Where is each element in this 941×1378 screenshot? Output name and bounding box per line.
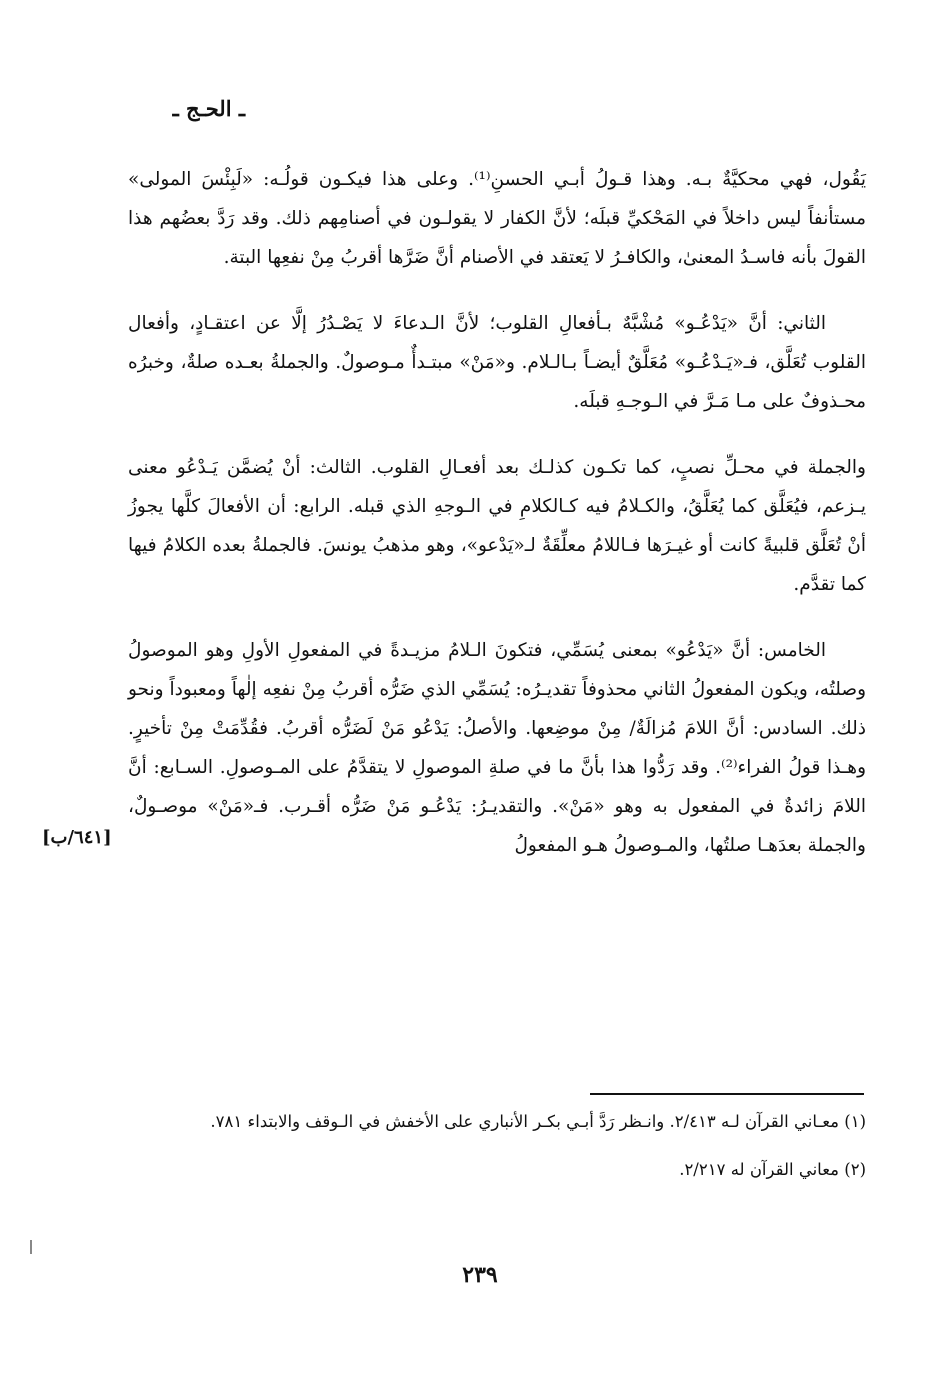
paragraph-3: والجملة في محـلِّ نصبٍ، كما تكـون كذلـك بعد أفعـالِ القلوب. الثالث: أنْ يُضمَّن يَـدْعُو معنى يـزعم، فيُعَلَّق كما يُعَلَّقُ، والكـلامُ فيه كـالكلامِ في الـوجهِ الذي قبله. الرابع: أن الأفعالَ كلَّها يجوزُ أنْ تُعَلَّق قلبيةً كانت أو غيـرَها فـاللامُ معلِّقَةٌ لـ«يَدْعو»، وهو مذهبُ يونسَ. فالجملةُ بعده الكلامُ فيها كما تقدَّم.	[128, 457, 866, 595]
footnotes	[150, 1105, 866, 1201]
manuscript-folio-note: [٦٤١/ب]	[42, 827, 112, 848]
paragraph-2: الثاني: أنَّ «يَدْعُـو» مُشْبَّهٌ بـأفعالِ القلوب؛ لأنَّ الـدعاءَ لا يَصْـدُرُ إلَّا عن اعتقـادٍ، وأفعال القلوب تُعَلَّق، فـ«يَـدْعُـو» مُعَلَّقٌ أيضـاً بـالـلام. و«مَنْ» مبتـدأٌ مـوصولٌ. والجملةُ بعـده صلةٌ، وخبرُه محـذوفٌ على مـا مَـرَّ في الـوجـهِ قبلَه.	[128, 313, 866, 412]
footnote-separator	[590, 1093, 864, 1095]
page-number: ٢٣٩	[462, 1262, 498, 1288]
paragraph-1: يَقُول، فهي محكيَّةٌ بـه. وهذا قـولُ أبـي الحسنِ⁽¹⁾. وعلى هذا فيكـون قولُـه: «لَبِئْسَ المولى» مستأنفاً ليس داخلاً في المَحْكيِّ قبلَه؛ لأنَّ الكفار لا يقولـون في أصنامِهم ذلك. وقد رَدَّ بعضُهم هذا القولَ بأنه فاسـدُ المعنىٰ، والكافـرُ لا يَعتقد في الأصنام أنَّ ضَرَّها أقربُ مِنْ نفعِها البتة.	[128, 169, 866, 268]
scan-speck	[30, 1240, 32, 1254]
main-text	[128, 160, 866, 892]
paragraph-4: الخامس: أنَّ «يَدْعُو» بمعنى يُسَمِّي، فتكونَ الـلامُ مزيـدةً في المفعولِ الأولِ وهو الموصولُ وصلتُه، ويكون المفعولُ الثاني محذوفاً تقديـرُه: يُسَمِّي الذي ضَرُّه أقربُ مِنْ نفعِه إلٰهاً ومعبوداً ونحو ذلك. السادس: أنَّ اللامَ مُزالَةٌ/ مِنْ موضِعها. والأصلُ: يَدْعُو مَنْ لَضَرُّه أقربُ. فقُدِّمَتْ مِنْ تأخيرٍ. وهـذا قولُ الفراء⁽²⁾. وقد رَدُّوا هذا بأنَّ ما في صلةِ الموصولِ لا يتقدَّمُ على المـوصولِ. السـابع: أنَّ اللامَ زائدةٌ في المفعول به وهو «مَنْ». والتقديـرُ: يَدْعُـو مَنْ ضَرُّه أقـرب. فـ«مَنْ» موصـولٌ، والجملة بعدَهـا صلتُها، والمـوصولُ هـو المفعولُ	[128, 640, 866, 856]
footnote-2: (٢) معاني القرآن له ٢/٢١٧.	[679, 1160, 866, 1179]
running-title: ـ الحـج ـ	[172, 96, 245, 121]
footnote-1: (١) معـاني القرآن لـه ٢/٤١٣. وانـظر رَدَّ أبـي بكـر الأنباري على الأخفش في الـوقف والابتداء ٧٨١.	[210, 1112, 866, 1131]
